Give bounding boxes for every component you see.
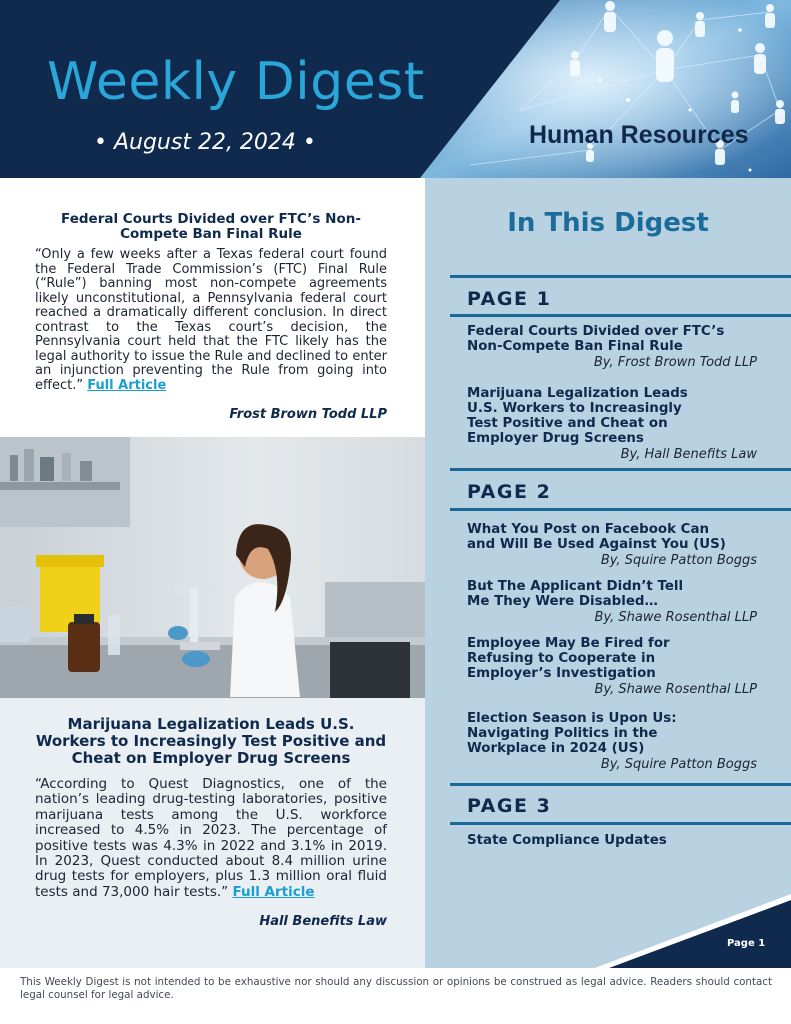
toc-item-author: By, Squire Patton Boggs [600, 553, 757, 568]
toc-item-author: By, Squire Patton Boggs [600, 757, 757, 772]
page-heading: PAGE 2 [467, 481, 552, 503]
toc-item-title: What You Post on Facebook Can and Will Be Used Against You (US) [467, 522, 726, 552]
toc-item-title: Marijuana Legalization Leads U.S. Workers to Increasingly Test Positive and Cheat on Employer Drug Screens [467, 386, 688, 446]
toc-item-title: Employee May Be Fired for Refusing to Cooperate in Employer’s Investigation [467, 636, 670, 681]
full-article-link[interactable]: Full Article [232, 883, 315, 900]
article-excerpt: “According to Quest Diagnostics, one of the nation’s leading drug-testing laboratories, positive marijuana tests among the U.S. workforce increased to 4.5% in 2023. The percentage of positive tests was 4.3% in 2022 and 3.1% in 2019. In 2023, Quest conducted about 8.4 million urine drug tests for employers, plus 1.3 million oral fluid tests and 73,000 hair tests.” [35, 776, 387, 900]
article-source: Hall Benefits Law [259, 914, 387, 930]
page-heading: PAGE 3 [467, 795, 552, 817]
article-noncompete [35, 212, 387, 422]
section-brand: Human Resources [529, 121, 749, 149]
issue-date: • August 22, 2024 • [94, 130, 316, 155]
lab-scientist-photo [0, 437, 425, 698]
newsletter-title: Weekly Digest [47, 52, 425, 112]
page-heading: PAGE 1 [467, 288, 552, 310]
article-body [35, 777, 387, 900]
legal-disclaimer: This Weekly Digest is not intended to be exhaustive nor should any discussion or opinions be construed as legal advice. Readers should contact legal counsel for legal advice. [20, 976, 772, 1001]
article-excerpt: “Only a few weeks after a Texas federal court found the Federal Trade Commission’s (FTC) Final Rule (“Rule”) banning most non-compete agreements likely unconstitutional, a Pennsylvania federal court reached a dramatically different conclusion. In direct contrast to the Texas court’s decision, the Pennsylvania court held that the FTC likely has the legal authority to issue the Rule and declined to enter an injunction preventing the Rule from going into effect.” [35, 247, 387, 393]
toc-item-author: By, Hall Benefits Law [620, 447, 757, 462]
toc-item-title: Election Season is Upon Us: Navigating Politics in the Workplace in 2024 (US) [467, 711, 677, 756]
article-source: Frost Brown Todd LLP [229, 407, 387, 422]
digest-sidebar [425, 178, 791, 968]
toc-item-author: By, Frost Brown Todd LLP [593, 355, 757, 370]
article-body [35, 248, 387, 393]
toc-item-title: But The Applicant Didn’t Tell Me They Were Disabled… [467, 579, 684, 609]
full-article-link[interactable]: Full Article [87, 377, 167, 393]
toc-item-author: By, Shawe Rosenthal LLP [594, 682, 757, 697]
toc-item-author: By, Shawe Rosenthal LLP [594, 610, 757, 625]
article-title: Marijuana Legalization Leads U.S. Workers to Increasingly Test Positive and Cheat on Employer Drug Screens [35, 715, 387, 767]
toc-item-title: Federal Courts Divided over FTC’s Non-Compete Ban Final Rule [467, 324, 725, 354]
toc-item-title: State Compliance Updates [467, 833, 667, 848]
sidebar-title: In This Digest [507, 208, 709, 238]
article-marijuana [35, 716, 387, 929]
lab-scene-illustration [0, 437, 425, 698]
header-banner [0, 0, 791, 178]
article-title: Federal Courts Divided over FTC’s Non-Compete Ban Final Rule [61, 211, 361, 242]
page-number: Page 1 [727, 938, 766, 949]
page-corner-shape [425, 178, 791, 968]
